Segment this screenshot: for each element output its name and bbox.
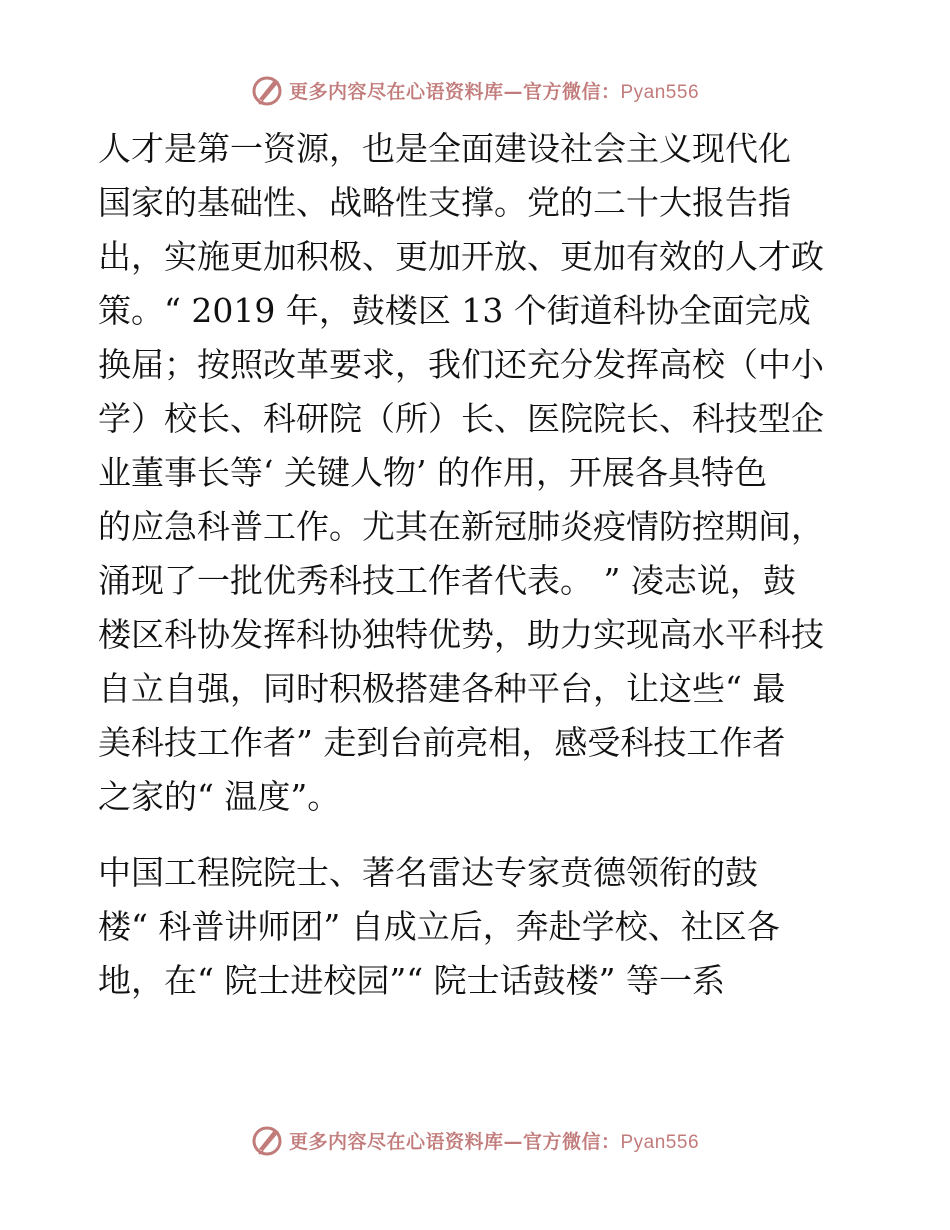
text-line: 人才是第一资源，也是全面建设社会主义现代化 [98,129,791,168]
text-line: 学）校长、科研院（所）长、医院院长、科技型企 [98,399,824,438]
paragraph-2 [98,846,858,1008]
header-watermark [0,70,950,110]
document-body [98,122,858,1008]
text-line: 涌现了一批优秀科技工作者代表。 ” 凌志说，鼓 [98,561,796,600]
watermark-text: 更多内容尽在心语资料库—官方微信：Pyan556 [288,80,700,103]
text-line: 换届；按照改革要求，我们还充分发挥高校（中小 [98,345,824,384]
text-line: 之家的“ 温度”。 [98,777,341,816]
text-line: 楼区科协发挥科协独特优势，助力实现高水平科技 [98,615,824,654]
text-line: 美科技工作者” 走到台前亮相，感受科技工作者 [98,723,786,762]
quill-pen-circle-icon [251,73,285,107]
text-line: 地，在“ 院士进校园”“ 院士话鼓楼” 等一系 [98,961,725,1000]
text-line: 国家的基础性、战略性支撑。党的二十大报告指 [98,183,791,222]
text-line: 业董事长等‘ 关键人物’ 的作用，开展各具特色 [98,453,767,492]
quill-pen-circle-icon [251,1123,285,1157]
text-line: 楼“ 科普讲师团” 自成立后，奔赴学校、社区各 [98,907,780,946]
text-line: 中国工程院院士、著名雷达专家贲德领衔的鼓 [98,853,758,892]
text-line: 自立自强，同时积极搭建各种平台，让这些“ 最 [98,669,786,708]
text-line: 策。“ 2019 年，鼓楼区 13 个街道科协全面完成 [98,291,811,330]
footer-watermark [0,1120,950,1160]
text-line: 出，实施更加积极、更加开放、更加有效的人才政 [98,237,824,276]
paragraph-1 [98,122,858,824]
text-line: 的应急科普工作。尤其在新冠肺炎疫情防控期间， [98,507,824,546]
wechat-account: Pyan556 [620,1131,700,1153]
watermark-text: 更多内容尽在心语资料库—官方微信：Pyan556 [288,1130,700,1153]
paragraph-spacer [98,824,858,846]
wechat-account: Pyan556 [620,81,700,103]
